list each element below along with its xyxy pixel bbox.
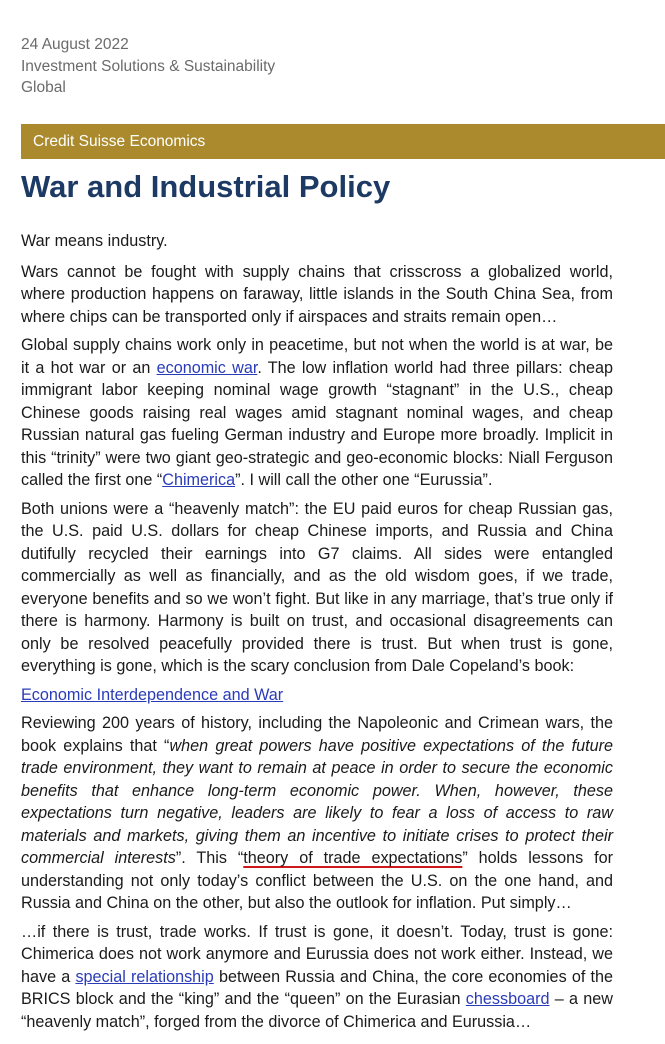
- text-span: ” holds lessons for understanding not only today’s conflict between the U.S. on the one hand, and Russia and China on the other, but also the outlook for inflation. Put simply…: [21, 849, 613, 912]
- article-body: [21, 230, 613, 1039]
- publication-date: 24 August 2022: [21, 36, 129, 53]
- text-span: Reviewing 200 years of history, including the Napoleonic and Crimean wars, the book explains that “: [21, 714, 613, 755]
- highlighted-phrase: theory of trade expectations: [243, 849, 463, 867]
- chessboard-link[interactable]: chessboard: [465, 990, 550, 1008]
- division-name: Investment Solutions & Sustainability: [21, 57, 276, 75]
- paragraph-3: [21, 334, 613, 492]
- text-span: – a new “heavenly match”, forged from the divorce of Chimerica and Eurussia…: [21, 990, 613, 1031]
- paragraph-1: War means industry.: [21, 232, 168, 250]
- text-span: ”. This “: [175, 849, 244, 867]
- paragraph-4: Both unions were a “heavenly match”: the EU paid euros for cheap Russian gas, the U.S. paid U.S. dollars for cheap Chinese imports, and Russia and China dutifully recycled their earnings into G7 claims. All sides were entangled commercially as well as financially, and as the old wisdom goes, if we trade, everyone benefits and so we won’t fight. But like in any marriage, that’s true only if there is harmony. Harmony is built on trust, and occasional disagreements can only be resolved peacefully provided there is trust. But when trust is gone, everything is gone, which is the scary conclusion from Dale Copeland’s book:: [21, 499, 613, 675]
- book-title-link[interactable]: Economic Interdependence and War: [21, 685, 284, 704]
- text-span: between Russia and China, the core economies of the BRICS block and the “king” and the “queen” on the Eurasian: [21, 967, 613, 1008]
- text-span: …if there is trust, trade works. If trust is gone, it doesn’t. Today, trust is gone: Chimerica does not work anymore and Eurussia does not work either. Instead, we have a: [21, 922, 613, 986]
- paragraph-2: Wars cannot be fought with supply chains that crisscross a globalized world, where production happens on faraway, little islands in the South China Sea, from where chips can be transported only if airspaces and straits remain open…: [21, 262, 613, 326]
- economic-war-link[interactable]: economic war: [156, 358, 258, 377]
- paragraph-5: [21, 684, 613, 707]
- region-label: Global: [21, 79, 66, 96]
- text-span: ”. I will call the other one “Eurussia”.: [235, 471, 493, 489]
- text-span: Global supply chains work only in peacetime, but not when the world is at war, be it a hot war or an: [21, 336, 613, 377]
- paragraph-6: [21, 712, 613, 915]
- document-meta: [21, 34, 275, 99]
- section-band: Credit Suisse Economics: [21, 124, 665, 159]
- text-span: . The low inflation world had three pillars: cheap immigrant labor keeping nominal wage growth “stagnant” in the U.S., cheap Chinese goods raising real wages amid stagnant nominal wages, and cheap Russian natural gas fueling German industry and Europe more broadly. Implicit in this “trinity” were two giant geo-strategic and geo-economic blocks: Niall Ferguson called the first one “: [21, 358, 613, 489]
- page-title: War and Industrial Policy: [21, 169, 391, 204]
- book-quote: when great powers have positive expectations of the future trade environment, they want to remain at peace in order to secure the economic benefits that enhance long-term economic power. When, however, these expectations turn negative, leaders are likely to fear a loss of access to raw materials and markets, giving them an incentive to initiate crises to protect their commercial interests: [21, 736, 613, 867]
- paragraph-7: [21, 921, 613, 1034]
- special-relationship-link[interactable]: special relationship: [75, 967, 214, 986]
- chimerica-link[interactable]: Chimerica: [162, 471, 236, 489]
